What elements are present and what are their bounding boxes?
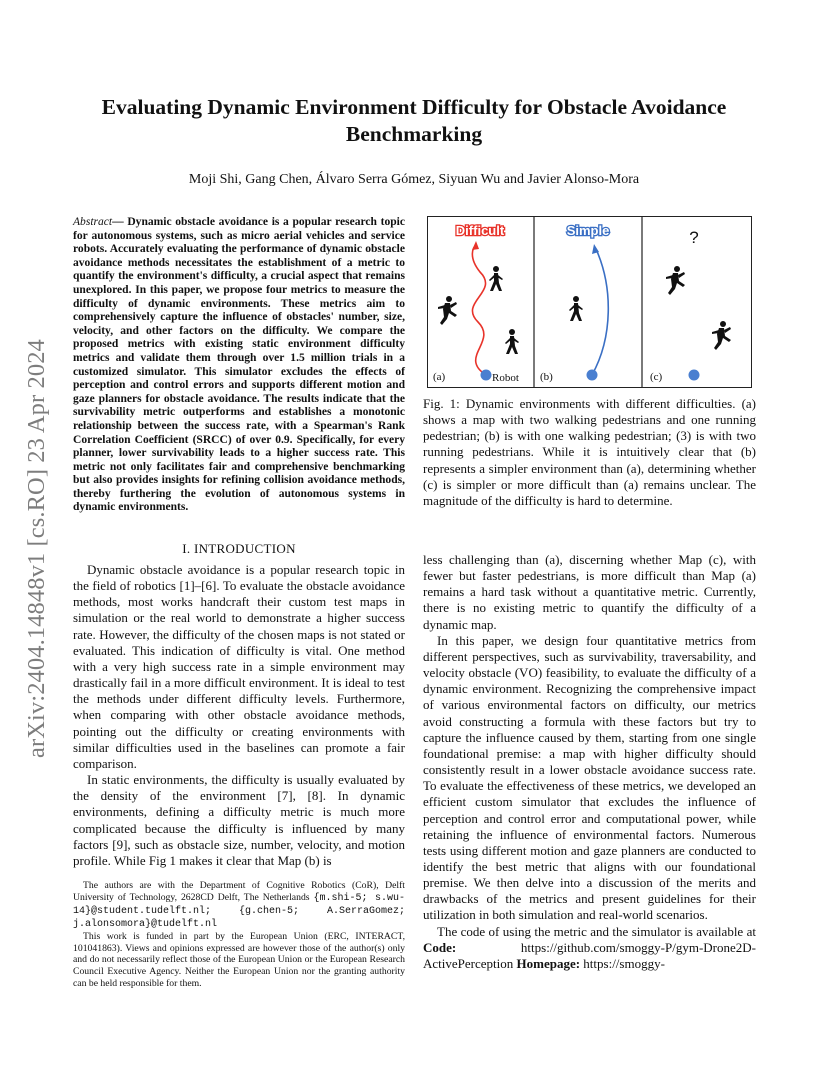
walking-pedestrian-icon — [505, 329, 519, 354]
paper-title: Evaluating Dynamic Environment Difficulty for Obstacle Avoidance Benchmarking — [101, 95, 727, 146]
label-simple: Simple — [566, 223, 610, 238]
arxiv-identifier: arXiv:2404.14848v1 [cs.RO] 23 Apr 2024 — [23, 339, 50, 758]
figure-1-illustration — [428, 217, 751, 387]
label-difficult: Difficult — [455, 223, 505, 238]
introduction-right-column — [423, 552, 756, 972]
panel-label-c: (c) — [650, 371, 663, 383]
footnote-emails: {m.shi-5; s.wu-14}@student.tudelft.nl; {g.chen-5; A.SerraGomez; j.alonsomora}@tudelft.nl — [73, 892, 405, 930]
walking-pedestrian-icon — [569, 296, 583, 321]
code-label: Code: — [423, 939, 457, 955]
robot-dot-a — [481, 370, 492, 381]
panel-label-b: (b) — [540, 371, 553, 383]
running-pedestrian-icon — [666, 266, 685, 295]
arrowhead-difficult — [472, 241, 479, 250]
paper-authors: Moji Shi, Gang Chen, Álvaro Serra Gómez, Siyuan Wu and Javier Alonso-Mora — [188, 172, 640, 187]
footnote-funding: This work is funded in part by the European Union (ERC, INTERACT, 101041863). Views and opinions expressed are however those of the author(s) only and do not necessarily reflect those of the European Union or the European Research Council Executive Agency. Neither the European Union nor the granting authority can be held responsible for them. — [73, 930, 405, 990]
figure-1 — [427, 216, 752, 388]
label-question: ? — [689, 228, 699, 247]
right-paragraph-1: less challenging than (a), discerning whether Map (c), with fewer but faster pedestrians, is more difficult than Map (a) remains a hard task without a quantitative metric. Currently, there is no existing metric to quantify the difficulty of a dynamic map. — [423, 552, 756, 632]
intro-paragraph-2: In static environments, the difficulty is usually evaluated by the density of the environment [7], [8]. In dynamic environments, defining a difficulty metric is much more complicated because the difficulty is influenced by many factors [9], such as obstacle size, number, velocity, and motion profile. While Fig 1 makes it clear that Map (b) is — [73, 772, 405, 868]
footnote — [73, 880, 405, 990]
running-pedestrian-icon — [438, 296, 457, 325]
path-difficult — [472, 245, 486, 375]
figure-1-caption: Fig. 1: Dynamic environments with different difficulties. (a) shows a map with two walking pedestrians and one running pedestrian; (b) is with one walking pedestrian; (3) is with two running pedestrians. While it is intuitively clear that (b) represents a simpler environment than (a), determining whether (c) is simpler or more difficult than (a) remains unclear. The magnitude of the difficulty is hard to determine. — [423, 396, 756, 508]
section-heading-introduction: I. INTRODUCTION — [182, 541, 296, 556]
abstract-label: Abstract — [73, 216, 113, 228]
right-paragraph-3 — [423, 924, 756, 972]
footnote-affiliation — [73, 880, 405, 931]
code-intro-text: The code of using the metric and the simulator is available at — [437, 923, 756, 939]
walking-pedestrian-icon — [489, 266, 503, 291]
footnote-affiliation-text: The authors are with the Department of Cognitive Robotics (CoR), Delft University of Technology, 2628CD Delft, The Netherlands — [73, 880, 405, 903]
code-link[interactable]: https://github.com/smoggy-P/gym-Drone2D-ActivePerception — [423, 939, 756, 971]
abstract — [73, 216, 405, 515]
introduction-left-column — [73, 562, 405, 869]
robot-label: Robot — [492, 372, 519, 384]
robot-dot-c — [689, 370, 700, 381]
running-pedestrian-icon — [712, 321, 731, 350]
robot-dot-b — [587, 370, 598, 381]
intro-paragraph-1: Dynamic obstacle avoidance is a popular research topic in the field of robotics [1]–[6]. To evaluate the obstacle avoidance methods, most works handcraft their custom test maps in simulation or the real world to demonstrate a higher success rate. However, the difficulty of the chosen maps is not stated or evaluated. This indication of difficulty is vital. One method with a very high success rate in a simple environment may drastically fail in a more difficult environment. It is ideal to test the methods under different difficulty levels. Furthermore, when comparing with other obstacle avoidance methods, pointing out the difficulty or creating environments with similar difficulties used in the baselines can promote a fair comparison. — [73, 562, 405, 771]
right-paragraph-2: In this paper, we design four quantitative metrics from different perspectives, such as survivability, traversability, and velocity obstacle (VO) feasibility, to evaluate the difficulty of a dynamic environment. Recognizing the comprehensive impact of various environmental factors on difficulty, our metrics avoid constructing a formula with these factors but try to capture the influence caused by them, starting from one single foundational premise: a map with higher difficulty should consistently result in a lower obstacle avoidance success rate. To evaluate the effectiveness of these metrics, we developed an efficient custom simulator that excludes the influence of perception and control error and computational power, while retaining the influence of environmental factors. Numerous tests using different motion and gaze planners are conducted to identify the best metric that aligns with our foundational premise. We then delve into a discussion of the merits and drawbacks of the metrics and present guidelines for their utilization in both simulation and real-world scenarios. — [423, 632, 756, 923]
homepage-link[interactable]: https://smoggy- — [580, 955, 665, 971]
path-simple — [592, 249, 608, 375]
abstract-text: — Dynamic obstacle avoidance is a popular research topic for autonomous systems, such as micro aerial vehicles and service robots. Accurately evaluating the performance of dynamic obstacle avoidance methods necessitates the establishment of a metric to quantify the environment's difficulty, a crucial aspect that remains unexplored. In this paper, we propose four metrics to measure the difficulty of dynamic environments. These metrics aim to comprehensively capture the influence of obstacles' number, size, velocity, and other factors on the difficulty. We compare the proposed metrics with existing static environment difficulty metrics and validate them through over 1.5 million trials in a customized simulator. This simulator excludes the effects of perception and control errors and supports different motion and gaze planners for obstacle avoidance. The results indicate that the survivability metric outperforms and establishes a monotonic relationship between the success rate, with a Spearman's Rank Correlation Coefficient (SRCC) of over 0.9. Specifically, for every planner, lower survivability leads to a higher success rate. This metric not only facilitates fair and comprehensive benchmarking but also provides insights for refining collision avoidance methods, thereby furthering the evolution of autonomous systems in dynamic environments. — [73, 216, 405, 514]
homepage-label: Homepage: — [516, 955, 581, 971]
panel-label-a: (a) — [433, 371, 446, 383]
